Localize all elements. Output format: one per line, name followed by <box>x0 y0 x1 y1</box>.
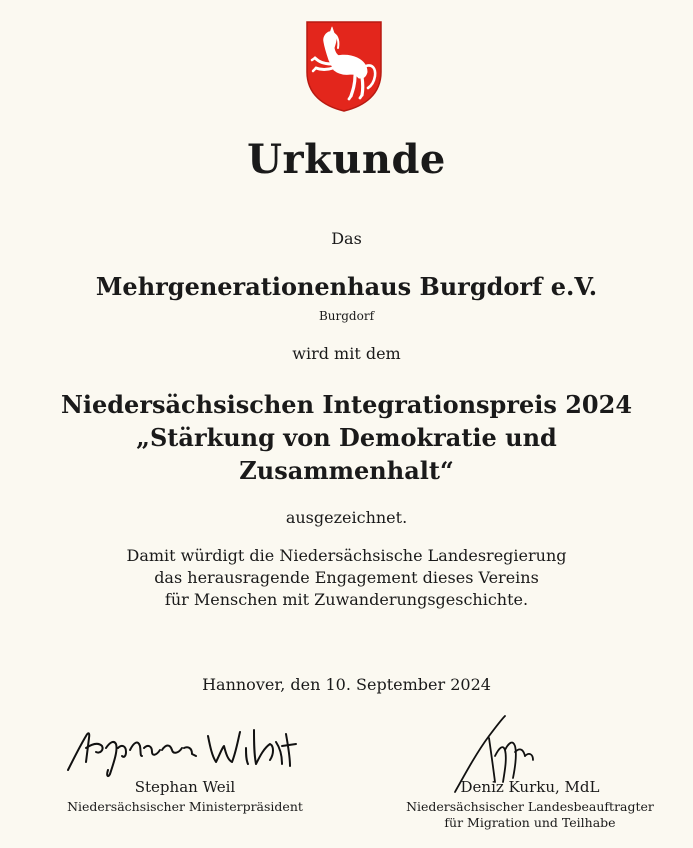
awarded-text: ausgezeichnet. <box>285 508 408 527</box>
signer-name: Deniz Kurku, MdL <box>460 778 600 796</box>
award-title-line: Zusammenhalt“ <box>239 456 454 485</box>
body-text-line: Damit würdigt die Niedersächsische Landesregierung <box>126 546 567 565</box>
award-title-line: „Stärkung von Demokratie und <box>136 423 557 452</box>
place-date: Hannover, den 10. September 2024 <box>202 675 491 694</box>
document-title: Urkunde <box>247 136 446 183</box>
organization-name: Mehrgenerationenhaus Burgdorf e.V. <box>95 272 598 301</box>
award-title-line: Niedersächsischen Integrationspreis 2024 <box>60 390 633 419</box>
intro-text: Das <box>331 229 362 248</box>
signer-role: Niedersächsischer Ministerpräsident <box>67 799 303 814</box>
organization-city: Burgdorf <box>318 309 375 323</box>
lower-saxony-horse-crest-icon <box>305 20 383 112</box>
signature-left <box>60 718 310 778</box>
signer-name: Stephan Weil <box>134 778 236 796</box>
body-text-line: für Menschen mit Zuwanderungsgeschichte. <box>164 590 529 609</box>
signer-role: für Migration und Teilhabe <box>444 815 616 830</box>
award-intro-text: wird mit dem <box>292 344 401 363</box>
body-text-line: das herausragende Engagement dieses Vereins <box>154 568 539 587</box>
signer-role: Niedersächsischer Landesbeauftragter <box>406 799 654 814</box>
